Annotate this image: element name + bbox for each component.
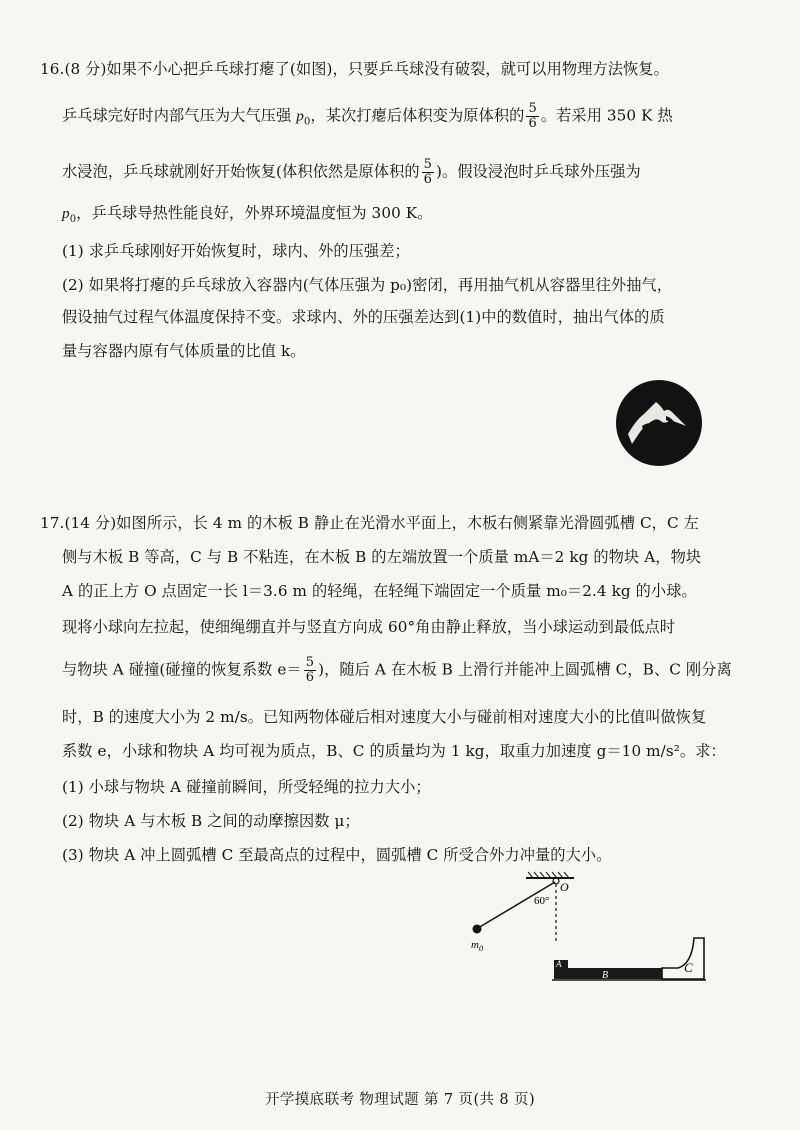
ball-m0	[473, 925, 482, 934]
label-C: C	[684, 960, 693, 975]
label-B: B	[602, 970, 609, 981]
q17-sub2: (2) 物块 A 与木板 B 之间的动摩擦因数 μ；	[62, 812, 360, 830]
fraction-five-sixths-2: $\frac{5}{6}$	[423, 157, 433, 187]
label-angle: 60°	[534, 895, 550, 907]
q17-sub1: (1) 小球与物块 A 碰撞前瞬间，所受轻绳的拉力大小；	[62, 778, 431, 796]
q16-sub1: (1) 求乒乓球刚好开始恢复时，球内、外的压强差；	[62, 242, 410, 260]
q17-line-6: 时，B 的速度大小为 2 m/s。已知两物体碰后相对速度大小与碰前相对速度大小的比值叫做恢复	[62, 708, 707, 726]
q17-line-5: 与物块 A 碰撞(碰撞的恢复系数 e＝ $\frac{5}{6}$ )，随后 A 在木板 B 上滑行并能冲上圆弧槽 C，B、C 刚分离	[62, 655, 732, 685]
q16-line-2: 乒乓球完好时内部气压为大气压强 $p_0$，某次打瘪后体积变为原体积的 $\frac{5}{6}$ 。若采用 350 K 热	[62, 101, 673, 131]
page-footer: 开学摸底联考 物理试题 第 7 页(共 8 页)	[264, 1092, 536, 1108]
label-O: O	[560, 880, 569, 894]
q17-line-4: 现将小球向左拉起，使细绳绷直并与竖直方向成 60°角由静止释放，当小球运动到最低点时	[62, 618, 676, 636]
q16-sub2-line3: 量与容器内原有气体质量的比值 k。	[62, 342, 306, 360]
q16-line-1: 16.(8 分)如果不小心把乒乓球打瘪了(如图)，只要乒乓球没有破裂，就可以用物理方法恢复。	[40, 60, 669, 78]
q17-line-1: 17.(14 分)如图所示，长 4 m 的木板 B 静止在光滑水平面上，木板右侧紧靠光滑圆弧槽 C，C 左	[40, 514, 699, 532]
q16-line-4: $p_0$，乒乓球导热性能良好，外界环境温度恒为 300 K。	[62, 204, 433, 226]
label-m0: $m_0$	[471, 939, 483, 953]
q16-line-3: 水浸泡，乒乓球就刚好开始恢复(体积依然是原体积的 $\frac{5}{6}$ )。假设浸泡时乒乓球外压强为	[62, 157, 641, 187]
q17-line-7: 系数 e，小球和物块 A 均可视为质点，B、C 的质量均为 1 kg，取重力加速度 g＝10 m/s²。求：	[62, 742, 726, 760]
q17-sub3: (3) 物块 A 冲上圆弧槽 C 至最高点的过程中，圆弧槽 C 所受合外力冲量的大小。	[62, 846, 612, 864]
q16-sub2-line2: 假设抽气过程气体温度保持不变。求球内、外的压强差达到(1)中的数值时，抽出气体的质	[62, 308, 665, 326]
arc-groove-C	[662, 938, 704, 979]
fraction-restitution: $\frac{5}{6}$	[305, 655, 315, 685]
q17-line-3: A 的正上方 O 点固定一长 l＝3.6 m 的轻绳，在轻绳下端固定一个质量 m₀＝2.4 kg 的小球。	[62, 582, 697, 600]
pendulum-board-diagram	[456, 868, 716, 988]
dented-pingpong-ball-image	[614, 378, 704, 468]
label-A: A	[556, 959, 562, 969]
q16-sub2-line1: (2) 如果将打瘪的乒乓球放入容器内(气体压强为 p₀)密闭，再用抽气机从容器里往外抽气，	[62, 276, 673, 294]
q17-line-2: 侧与木板 B 等高，C 与 B 不粘连，在木板 B 的左端放置一个质量 mA＝2 kg 的物块 A，物块	[62, 548, 702, 566]
fraction-five-sixths: $\frac{5}{6}$	[528, 101, 537, 131]
